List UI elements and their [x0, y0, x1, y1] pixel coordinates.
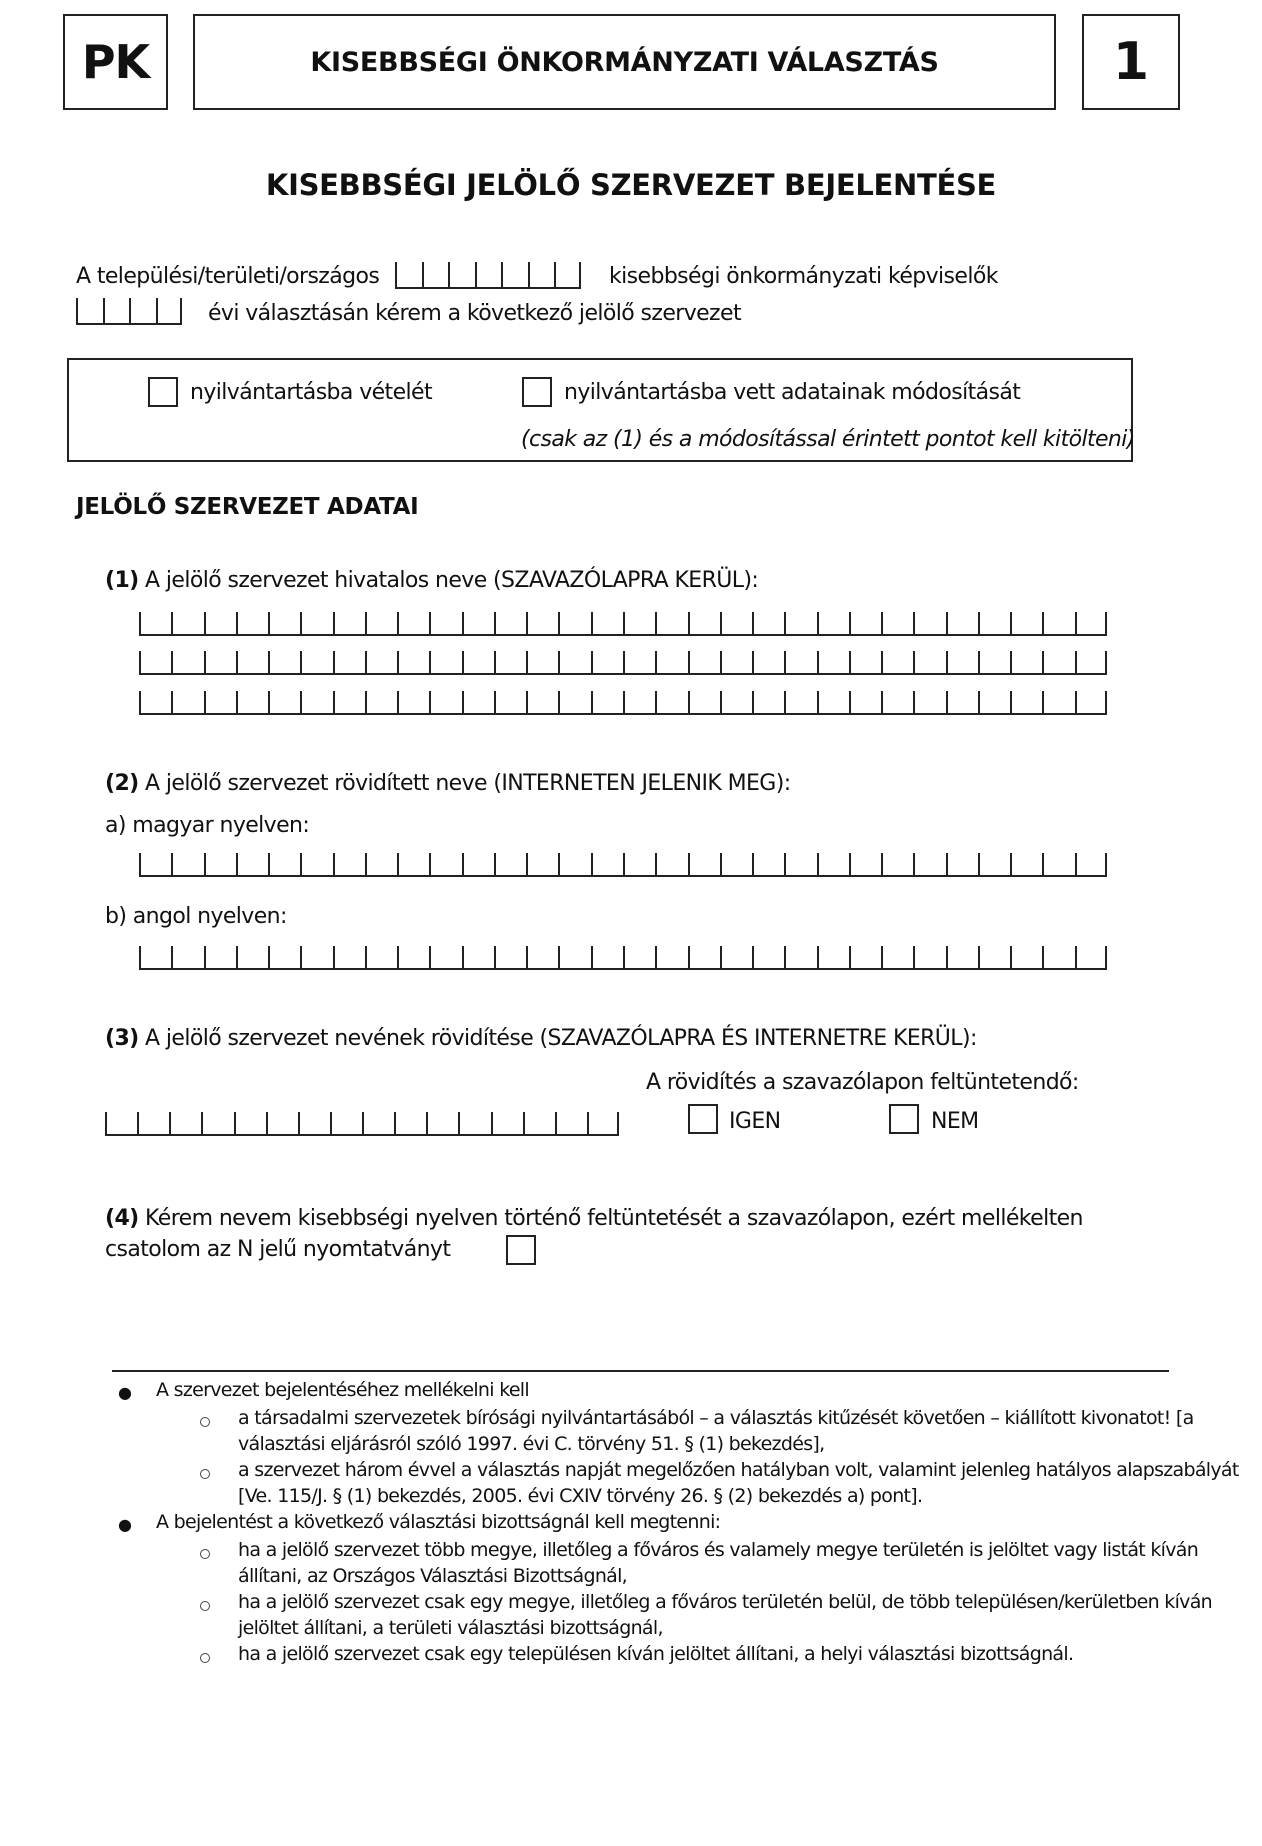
comb-divider	[720, 612, 722, 636]
comb-divider	[139, 691, 141, 715]
q1-number: (1)	[105, 568, 139, 593]
comb-divider	[784, 651, 786, 675]
comb-divider	[881, 651, 883, 675]
comb-divider	[784, 691, 786, 715]
comb-divider	[946, 946, 948, 970]
comb-divider	[501, 262, 503, 289]
q2-hungarian-label: a) magyar nyelven:	[105, 813, 310, 838]
official-name-line-3[interactable]	[139, 691, 1107, 715]
comb-divider	[300, 691, 302, 715]
comb-divider	[655, 946, 657, 970]
q3-heading	[105, 1026, 977, 1051]
comb-divider	[720, 651, 722, 675]
note-b2-sub2-line1: ha a jelölő szervezet csak egy megye, illetőleg a főváros területén belül, de több településen/kerületben kíván	[238, 1591, 1212, 1613]
comb-divider	[849, 612, 851, 636]
comb-divider	[817, 651, 819, 675]
form-title: KISEBBSÉGI JELÖLŐ SZERVEZET BEJELENTÉSE	[265, 168, 997, 202]
comb-divider	[139, 612, 141, 636]
comb-divider	[268, 651, 270, 675]
comb-divider	[913, 853, 915, 877]
year-field[interactable]	[76, 298, 182, 325]
comb-divider	[458, 1112, 460, 1136]
comb-divider	[137, 1112, 139, 1136]
comb-divider	[494, 853, 496, 877]
minority-language-checkbox[interactable]	[506, 1235, 536, 1265]
comb-divider	[103, 298, 105, 325]
note-b2-sub1-line2: állítani, az Országos Választási Bizottságnál,	[238, 1565, 628, 1587]
comb-divider	[429, 691, 431, 715]
comb-divider	[494, 651, 496, 675]
comb-divider	[526, 946, 528, 970]
sub-bullet-icon	[200, 1469, 210, 1479]
comb-divider	[156, 298, 158, 325]
q4-number: (4)	[105, 1206, 139, 1231]
comb-divider	[236, 691, 238, 715]
comb-divider	[1105, 651, 1107, 675]
comb-divider	[397, 612, 399, 636]
modification-note: (csak az (1) és a módosítással érintett pontot kell kitölteni)	[521, 427, 1135, 452]
comb-divider	[204, 612, 206, 636]
comb-divider	[1042, 691, 1044, 715]
comb-divider	[494, 691, 496, 715]
comb-divider	[817, 691, 819, 715]
comb-divider	[946, 651, 948, 675]
comb-divider	[180, 298, 182, 325]
comb-divider	[688, 853, 690, 877]
comb-divider	[1105, 946, 1107, 970]
note-b2-sub3-line1: ha a jelölő szervezet csak egy településen kíván jelöltet állítani, a helyi választási bizottságnál.	[238, 1643, 1074, 1665]
comb-divider	[978, 691, 980, 715]
comb-divider	[1042, 612, 1044, 636]
comb-divider	[1010, 946, 1012, 970]
comb-divider	[462, 853, 464, 877]
comb-divider	[1010, 691, 1012, 715]
comb-divider	[105, 1112, 107, 1136]
comb-divider	[397, 946, 399, 970]
comb-divider	[236, 612, 238, 636]
comb-divider	[365, 946, 367, 970]
comb-divider	[171, 853, 173, 877]
comb-divider	[397, 651, 399, 675]
comb-divider	[422, 262, 424, 289]
q1-heading	[105, 568, 758, 593]
comb-divider	[752, 691, 754, 715]
comb-divider	[234, 1112, 236, 1136]
q2-heading	[105, 771, 791, 796]
comb-divider	[591, 853, 593, 877]
intro-prefix: A települési/területi/országos	[76, 264, 380, 289]
comb-divider	[268, 853, 270, 877]
comb-divider	[688, 612, 690, 636]
comb-divider	[617, 1112, 619, 1136]
comb-divider	[76, 298, 78, 325]
comb-divider	[139, 853, 141, 877]
page-number: 1	[1112, 32, 1150, 92]
comb-divider	[978, 853, 980, 877]
comb-divider	[494, 946, 496, 970]
comb-divider	[558, 691, 560, 715]
comb-divider	[429, 651, 431, 675]
comb-divider	[528, 262, 530, 289]
q4-line-2: csatolom az N jelű nyomtatványt	[105, 1237, 451, 1262]
comb-divider	[491, 1112, 493, 1136]
comb-divider	[849, 691, 851, 715]
comb-divider	[266, 1112, 268, 1136]
comb-divider	[268, 691, 270, 715]
comb-divider	[817, 946, 819, 970]
comb-divider	[204, 946, 206, 970]
comb-divider	[752, 853, 754, 877]
comb-divider	[655, 691, 657, 715]
comb-divider	[333, 651, 335, 675]
comb-divider	[587, 1112, 589, 1136]
comb-divider	[365, 651, 367, 675]
q3-text: A jelölő szervezet nevének rövidítése (SZAVAZÓLAPRA ÉS INTERNETRE KERÜL):	[145, 1026, 977, 1051]
comb-divider	[236, 651, 238, 675]
sub-bullet-icon	[200, 1653, 210, 1663]
election-title: KISEBBSÉGI ÖNKORMÁNYZATI VÁLASZTÁS	[310, 46, 939, 78]
comb-divider	[1010, 853, 1012, 877]
display-yes-label: IGEN	[729, 1109, 781, 1134]
comb-divider	[171, 612, 173, 636]
comb-divider	[554, 262, 556, 289]
comb-divider	[236, 853, 238, 877]
election-title-box	[193, 14, 1056, 110]
comb-divider	[1075, 612, 1077, 636]
q4-line-1	[105, 1206, 1083, 1231]
comb-divider	[139, 651, 141, 675]
comb-divider	[591, 691, 593, 715]
comb-divider	[655, 612, 657, 636]
modification-label: nyilvántartásba vett adatainak módosítását	[564, 380, 1021, 405]
comb-divider	[688, 691, 690, 715]
comb-divider	[817, 853, 819, 877]
comb-divider	[720, 946, 722, 970]
comb-divider	[881, 612, 883, 636]
comb-divider	[426, 1112, 428, 1136]
comb-divider	[429, 612, 431, 636]
comb-divider	[946, 691, 948, 715]
abbreviation-field[interactable]	[105, 1112, 619, 1136]
comb-divider	[333, 853, 335, 877]
comb-divider	[752, 651, 754, 675]
comb-divider	[720, 853, 722, 877]
comb-divider	[268, 612, 270, 636]
comb-divider	[300, 946, 302, 970]
comb-divider	[523, 1112, 525, 1136]
sub-bullet-icon	[200, 1601, 210, 1611]
form-code: PK	[81, 35, 150, 89]
comb-divider	[204, 691, 206, 715]
page-number-box	[1082, 14, 1180, 110]
comb-divider	[555, 1112, 557, 1136]
registration-checkbox[interactable]	[148, 377, 178, 407]
comb-divider	[300, 612, 302, 636]
comb-divider	[688, 946, 690, 970]
form-code-box	[63, 14, 168, 110]
notes-divider	[112, 1370, 1169, 1372]
bullet-dot: ●	[118, 1515, 132, 1534]
comb-divider	[558, 612, 560, 636]
comb-divider	[365, 853, 367, 877]
comb-divider	[784, 612, 786, 636]
display-no-label: NEM	[931, 1109, 979, 1134]
comb-divider	[881, 691, 883, 715]
comb-divider	[558, 853, 560, 877]
q4-text: Kérem nevem kisebbségi nyelven történő feltüntetését a szavazólapon, ezért mellékelten	[145, 1206, 1083, 1231]
comb-divider	[1042, 651, 1044, 675]
comb-divider	[849, 651, 851, 675]
q1-text: A jelölő szervezet hivatalos neve (SZAVAZÓLAPRA KERÜL):	[145, 568, 759, 593]
comb-divider	[298, 1112, 300, 1136]
note-b1-sub2-line2: [Ve. 115/J. § (1) bekezdés, 2005. évi CXIV törvény 26. § (2) bekezdés a) pont].	[238, 1485, 923, 1507]
comb-divider	[365, 612, 367, 636]
comb-divider	[558, 651, 560, 675]
comb-divider	[330, 1112, 332, 1136]
comb-divider	[397, 691, 399, 715]
comb-divider	[849, 946, 851, 970]
comb-divider	[591, 612, 593, 636]
comb-divider	[579, 262, 581, 289]
comb-divider	[623, 651, 625, 675]
comb-divider	[169, 1112, 171, 1136]
comb-divider	[300, 651, 302, 675]
comb-divider	[913, 651, 915, 675]
comb-divider	[526, 691, 528, 715]
comb-divider	[129, 298, 131, 325]
note-b1-sub1-line2: választási eljárásról szóló 1997. évi C. törvény 51. § (1) bekezdés],	[238, 1433, 825, 1455]
comb-divider	[946, 612, 948, 636]
comb-divider	[171, 691, 173, 715]
comb-divider	[978, 612, 980, 636]
comb-divider	[913, 946, 915, 970]
note-bullet-2: A bejelentést a következő választási bizottságnál kell megtenni:	[156, 1511, 721, 1533]
comb-divider	[362, 1112, 364, 1136]
comb-divider	[946, 853, 948, 877]
comb-divider	[1105, 853, 1107, 877]
comb-divider	[365, 691, 367, 715]
comb-divider	[655, 651, 657, 675]
comb-divider	[462, 691, 464, 715]
display-yes-checkbox[interactable]	[688, 1104, 718, 1134]
comb-divider	[752, 612, 754, 636]
display-question: A rövidítés a szavazólapon feltüntetendő:	[646, 1070, 1079, 1095]
intro-line2: évi választásán kérem a következő jelölő szervezet	[208, 301, 741, 326]
modification-checkbox[interactable]	[522, 377, 552, 407]
comb-divider	[171, 651, 173, 675]
comb-divider	[978, 946, 980, 970]
comb-divider	[623, 612, 625, 636]
comb-divider	[462, 612, 464, 636]
note-b2-sub2-line2: jelöltet állítani, a területi választási bizottságnál,	[238, 1617, 663, 1639]
comb-divider	[236, 946, 238, 970]
short-name-hungarian-field[interactable]	[139, 853, 1107, 877]
comb-divider	[429, 853, 431, 877]
display-no-checkbox[interactable]	[889, 1104, 919, 1134]
comb-divider	[429, 946, 431, 970]
comb-divider	[1010, 612, 1012, 636]
comb-divider	[204, 853, 206, 877]
comb-divider	[623, 691, 625, 715]
comb-divider	[784, 853, 786, 877]
comb-divider	[475, 262, 477, 289]
comb-divider	[300, 853, 302, 877]
comb-divider	[139, 946, 141, 970]
official-name-line-2[interactable]	[139, 651, 1107, 675]
note-b1-sub1-line1: a társadalmi szervezetek bírósági nyilvántartásából – a választás kitűzését követően – kiállított kivonatot! [a	[238, 1407, 1194, 1429]
comb-divider	[881, 946, 883, 970]
comb-divider	[1042, 853, 1044, 877]
comb-divider	[623, 946, 625, 970]
comb-divider	[881, 853, 883, 877]
q2-text: A jelölő szervezet rövidített neve (INTERNETEN JELENIK MEG):	[145, 771, 791, 796]
comb-divider	[1075, 651, 1077, 675]
sub-bullet-icon	[200, 1417, 210, 1427]
comb-divider	[1105, 691, 1107, 715]
q2-english-label: b) angol nyelven:	[105, 904, 287, 929]
note-b2-sub1-line1: ha a jelölő szervezet több megye, illetőleg a főváros és valamely megye területén is jelöltet vagy listát kíván	[238, 1539, 1199, 1561]
comb-divider	[1075, 946, 1077, 970]
comb-divider	[720, 691, 722, 715]
comb-divider	[462, 651, 464, 675]
comb-divider	[1075, 691, 1077, 715]
comb-divider	[201, 1112, 203, 1136]
comb-divider	[268, 946, 270, 970]
comb-divider	[913, 612, 915, 636]
comb-divider	[1010, 651, 1012, 675]
bullet-dot: ●	[118, 1383, 132, 1402]
q3-number: (3)	[105, 1026, 139, 1051]
comb-divider	[333, 691, 335, 715]
comb-divider	[397, 853, 399, 877]
note-bullet-1: A szervezet bejelentéséhez mellékelni kell	[156, 1379, 529, 1401]
comb-divider	[913, 691, 915, 715]
comb-divider	[752, 946, 754, 970]
comb-divider	[394, 1112, 396, 1136]
comb-divider	[395, 262, 397, 289]
official-name-line-1[interactable]	[139, 612, 1107, 636]
comb-divider	[849, 853, 851, 877]
comb-divider	[1042, 946, 1044, 970]
comb-divider	[333, 612, 335, 636]
intro-type-field[interactable]	[395, 262, 581, 289]
short-name-english-field[interactable]	[139, 946, 1107, 970]
sub-bullet-icon	[200, 1549, 210, 1559]
q2-number: (2)	[105, 771, 139, 796]
comb-divider	[204, 651, 206, 675]
registration-label: nyilvántartásba vételét	[190, 380, 432, 405]
section-title: JELÖLŐ SZERVEZET ADATAI	[76, 494, 419, 520]
comb-divider	[333, 946, 335, 970]
comb-divider	[558, 946, 560, 970]
comb-divider	[526, 853, 528, 877]
comb-divider	[591, 651, 593, 675]
comb-divider	[171, 946, 173, 970]
comb-divider	[817, 612, 819, 636]
comb-divider	[784, 946, 786, 970]
comb-divider	[526, 612, 528, 636]
comb-divider	[1075, 853, 1077, 877]
intro-suffix: kisebbségi önkormányzati képviselők	[609, 264, 998, 289]
comb-divider	[978, 651, 980, 675]
comb-divider	[526, 651, 528, 675]
comb-divider	[1105, 612, 1107, 636]
comb-divider	[448, 262, 450, 289]
comb-divider	[655, 853, 657, 877]
comb-divider	[494, 612, 496, 636]
note-b1-sub2-line1: a szervezet három évvel a választás napját megelőzően hatályban volt, valamint jelenleg hatályos alapszabályát	[238, 1459, 1239, 1481]
comb-divider	[591, 946, 593, 970]
comb-divider	[688, 651, 690, 675]
comb-divider	[623, 853, 625, 877]
comb-divider	[462, 946, 464, 970]
